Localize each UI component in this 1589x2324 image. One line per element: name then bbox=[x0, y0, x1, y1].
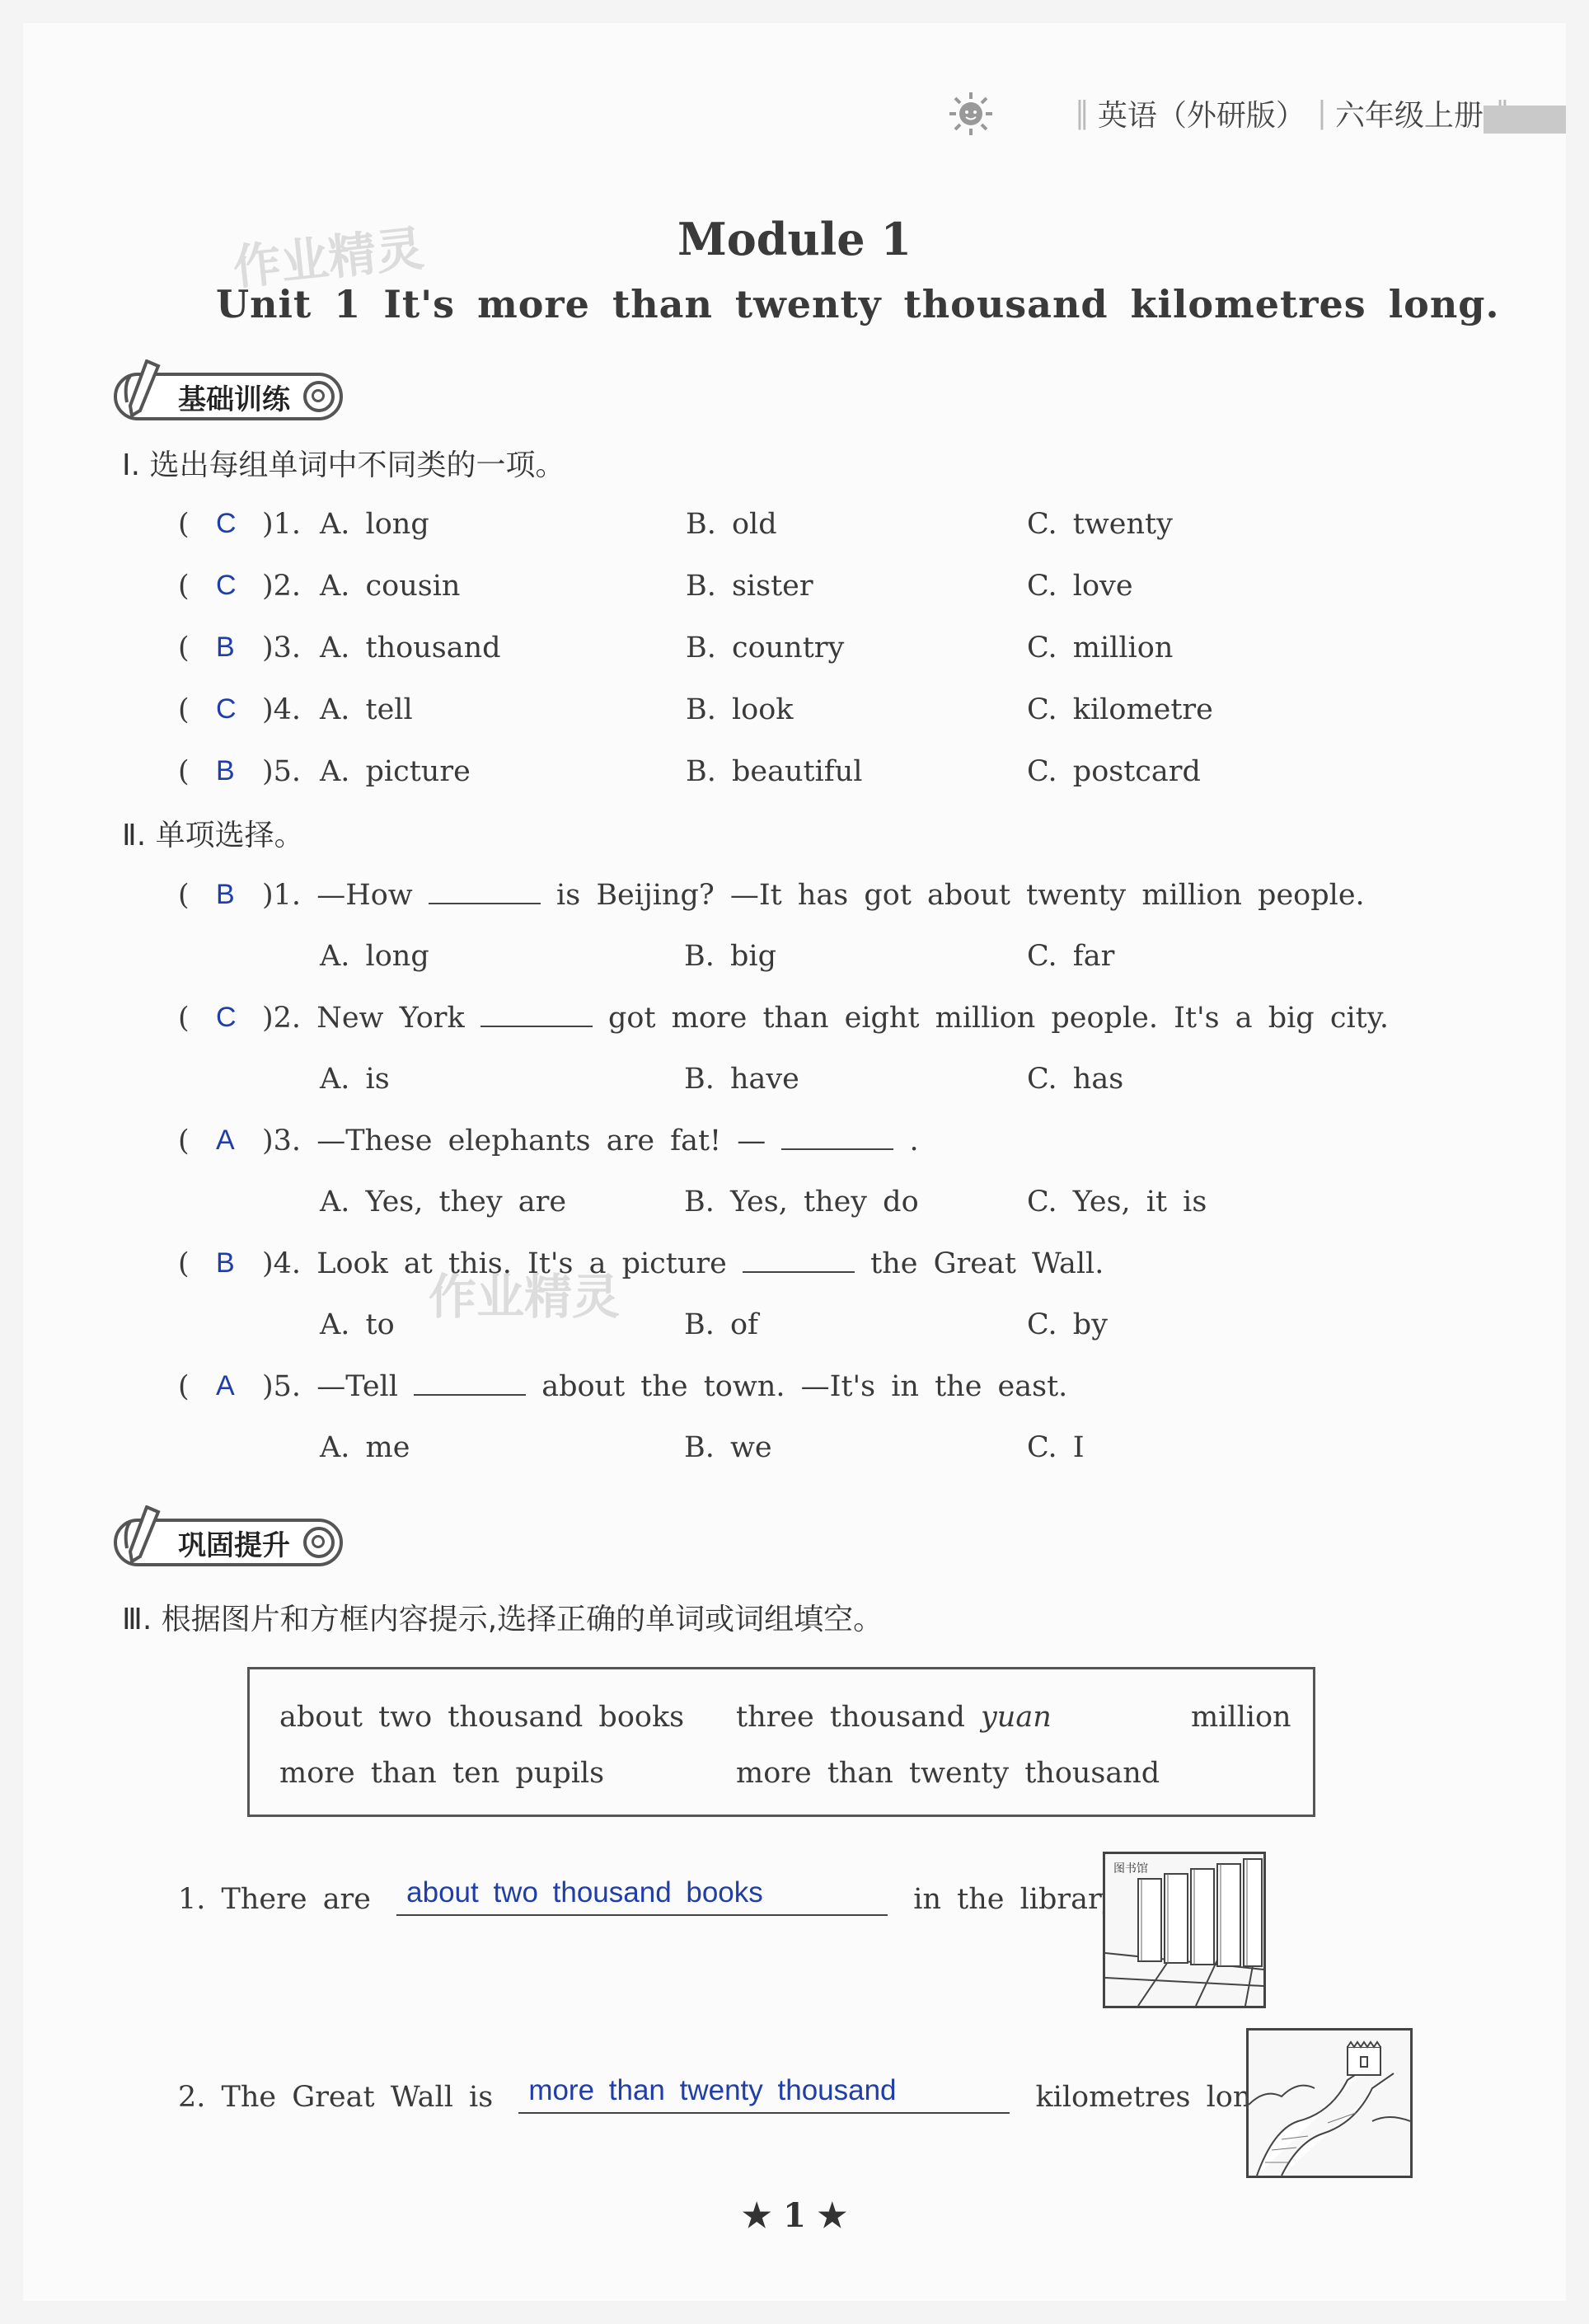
pencil-icon bbox=[122, 359, 163, 417]
option-c: C. far bbox=[1027, 940, 1115, 973]
question-number: )4. bbox=[262, 693, 302, 726]
answer-letter: B bbox=[216, 631, 235, 663]
section-1-heading: Ⅰ. 选出每组单词中不同类的一项。 bbox=[122, 448, 565, 482]
box-option: million bbox=[1191, 1701, 1291, 1734]
great-wall-image bbox=[1246, 2028, 1413, 2178]
option-b: B. sister bbox=[686, 570, 813, 603]
section-2-heading: Ⅱ. 单项选择。 bbox=[122, 819, 304, 852]
box-option: about two thousand books bbox=[279, 1701, 685, 1734]
svg-text:图书馆: 图书馆 bbox=[1113, 1862, 1148, 1876]
sun-icon bbox=[948, 91, 994, 137]
badge-label: 基础训练 bbox=[178, 383, 290, 416]
option-c: C. love bbox=[1027, 570, 1133, 603]
answer-letter: B bbox=[216, 1247, 235, 1279]
question-row: ( bbox=[178, 1247, 190, 1280]
question-stem: )5. —Tell about the town. —It's in the east. bbox=[262, 1370, 1068, 1403]
question-row: ( bbox=[178, 755, 190, 788]
option-b: B. of bbox=[684, 1308, 758, 1341]
ring-icon bbox=[303, 1527, 335, 1558]
box-option: three thousand yuan bbox=[736, 1701, 1052, 1734]
module-title: Module 1 bbox=[677, 213, 912, 265]
answer-letter: B bbox=[216, 879, 235, 910]
library-image bbox=[1103, 1852, 1266, 2008]
answer-fill: about two thousand books bbox=[406, 1876, 763, 1908]
answer-letter: C bbox=[216, 693, 237, 725]
answer-letter: A bbox=[216, 1124, 235, 1156]
question-stem: )1. —How is Beijing? —It has got about twenty million people. bbox=[262, 879, 1365, 912]
option-c: C. has bbox=[1027, 1063, 1124, 1096]
box-option: more than twenty thousand bbox=[736, 1757, 1160, 1790]
question-stem: )3. —These elephants are fat! — . bbox=[262, 1124, 919, 1157]
pencil-icon bbox=[122, 1505, 163, 1563]
page-header: ‖ 英语（外研版） | 六年级上册 bbox=[1075, 92, 1507, 134]
question-row: ( bbox=[178, 508, 190, 541]
option-b: B. country bbox=[686, 631, 845, 664]
watermark: 作业精灵 bbox=[429, 1269, 621, 1325]
answer-letter: C bbox=[216, 508, 237, 539]
option-b: B. Yes, they do bbox=[684, 1185, 919, 1218]
option-b: B. have bbox=[684, 1063, 799, 1096]
page-number: ★ 1 ★ bbox=[742, 2196, 847, 2235]
question-row: ( bbox=[178, 1124, 190, 1157]
question-number: )3. bbox=[262, 631, 302, 664]
header-bar bbox=[1484, 106, 1566, 134]
option-c: C. million bbox=[1027, 631, 1174, 664]
option-a: A. thousand bbox=[320, 631, 501, 664]
answer-letter: C bbox=[216, 1002, 237, 1033]
question-row: ( bbox=[178, 570, 190, 603]
option-c: C. twenty bbox=[1027, 508, 1173, 541]
answer-letter: A bbox=[216, 1370, 235, 1401]
answer-fill: more than twenty thousand bbox=[528, 2074, 897, 2106]
option-a: A. tell bbox=[320, 693, 413, 726]
section-3-heading: Ⅲ. 根据图片和方框内容提示,选择正确的单词或词组填空。 bbox=[122, 1603, 884, 1636]
question-number: )2. bbox=[262, 570, 302, 603]
badge-label: 巩固提升 bbox=[178, 1528, 290, 1562]
option-a: A. picture bbox=[320, 755, 471, 788]
answer-letter: C bbox=[216, 570, 237, 601]
watermark: 作业精灵 bbox=[230, 220, 427, 296]
page bbox=[23, 23, 1566, 2301]
header-subject: 英语（外研版） bbox=[1097, 99, 1305, 133]
badge-basic bbox=[114, 369, 343, 424]
option-a: A. long bbox=[320, 940, 429, 973]
question-row: ( bbox=[178, 1370, 190, 1403]
option-c: C. Yes, it is bbox=[1027, 1185, 1207, 1218]
question-row: ( bbox=[178, 631, 190, 664]
option-b: B. we bbox=[684, 1431, 772, 1464]
header-grade: 六年级上册 bbox=[1334, 99, 1484, 133]
question-row: ( bbox=[178, 693, 190, 726]
option-a: A. Yes, they are bbox=[320, 1185, 567, 1218]
fill-item-2: 2. The Great Wall is more than twenty thousand kilometres long. bbox=[178, 2074, 1279, 2114]
unit-title: Unit 1 It's more than twenty thousand kilometres long. bbox=[216, 282, 1500, 326]
question-number: )5. bbox=[262, 755, 302, 788]
option-a: A. me bbox=[320, 1431, 410, 1464]
question-row: ( bbox=[178, 879, 190, 912]
answer-letter: B bbox=[216, 755, 235, 786]
option-c: C. by bbox=[1027, 1308, 1108, 1341]
option-c: C. I bbox=[1027, 1431, 1085, 1464]
option-a: A. long bbox=[320, 508, 429, 541]
option-b: B. beautiful bbox=[686, 755, 863, 788]
option-b: B. look bbox=[686, 693, 794, 726]
question-stem: )4. Look at this. It's a picture the Great Wall. bbox=[262, 1247, 1104, 1280]
box-option: more than ten pupils bbox=[279, 1757, 605, 1790]
badge-consolidate bbox=[114, 1515, 343, 1570]
option-a: A. is bbox=[320, 1063, 390, 1096]
word-box bbox=[247, 1667, 1315, 1817]
option-b: B. old bbox=[686, 508, 777, 541]
fill-item-1: 1. There are about two thousand books in the library. bbox=[178, 1876, 1123, 1916]
question-stem: )2. New York got more than eight million people. It's a big city. bbox=[262, 1002, 1389, 1035]
option-c: C. kilometre bbox=[1027, 693, 1213, 726]
question-row: ( bbox=[178, 1002, 190, 1035]
option-c: C. postcard bbox=[1027, 755, 1201, 788]
option-a: A. to bbox=[320, 1308, 395, 1341]
option-b: B. big bbox=[684, 940, 776, 973]
question-number: )1. bbox=[262, 508, 302, 541]
option-a: A. cousin bbox=[320, 570, 461, 603]
ring-icon bbox=[303, 381, 335, 412]
